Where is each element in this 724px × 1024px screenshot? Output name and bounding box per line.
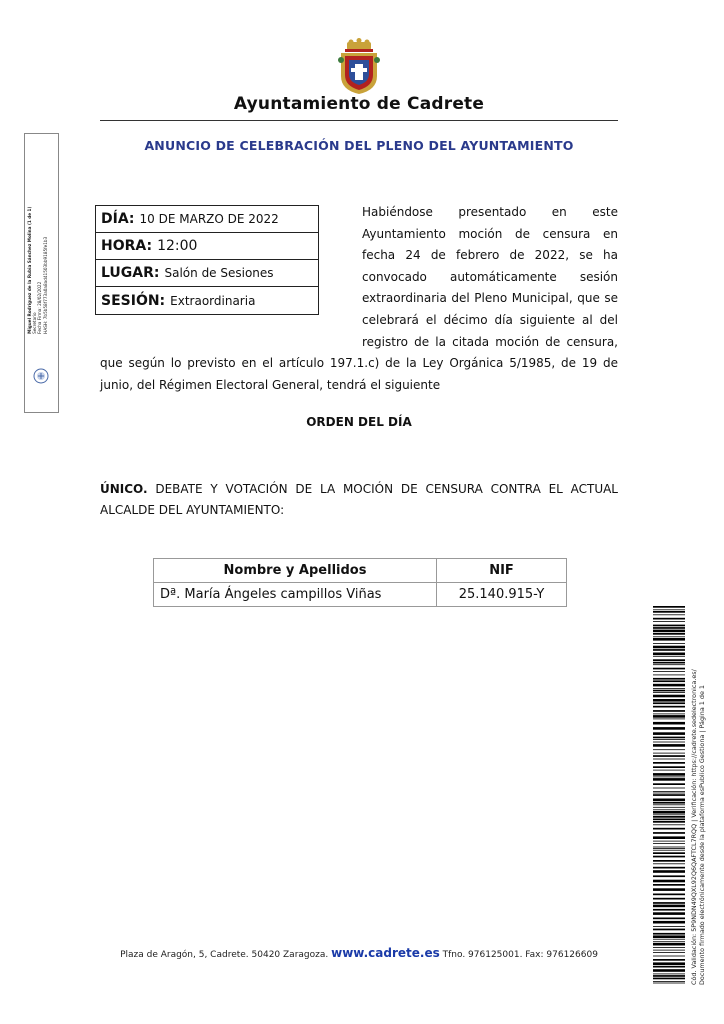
barcode-bar bbox=[653, 739, 685, 740]
barcode-bar bbox=[653, 732, 685, 735]
agenda-item-text: DEBATE Y VOTACIÓN DE LA MOCIÓN DE CENSURA CONTRA EL ACTUAL ALCALDE DEL AYUNTAMIENTO: bbox=[100, 482, 618, 517]
barcode-bar bbox=[653, 646, 685, 649]
barcode-bar bbox=[653, 656, 685, 657]
barcode-bar bbox=[653, 926, 685, 927]
barcode-bar bbox=[653, 933, 685, 935]
lugar-label: LUGAR: bbox=[101, 265, 160, 281]
barcode-bar bbox=[653, 621, 685, 622]
footer-address: Plaza de Aragón, 5, Cadrete. 50420 Zaragoza. bbox=[120, 950, 329, 960]
barcode-bar bbox=[653, 777, 685, 778]
signer-name: Miguel Rodríguez de la Rubia Sánchez Molina (1 de 1) bbox=[27, 206, 32, 334]
barcode-bar bbox=[653, 848, 685, 849]
barcode-bar bbox=[653, 950, 685, 951]
barcode-bar bbox=[653, 850, 685, 851]
lugar-value: Salón de Sesiones bbox=[164, 266, 274, 280]
barcode-bar bbox=[653, 870, 685, 873]
hora-value: 12:00 bbox=[157, 238, 198, 254]
barcode-bar bbox=[653, 688, 685, 689]
barcode-bar bbox=[653, 675, 685, 676]
barcode-bar bbox=[653, 737, 685, 739]
signature-text bbox=[27, 144, 48, 334]
barcode-bar bbox=[653, 804, 685, 805]
barcode-bar bbox=[653, 847, 685, 848]
hora-label: HORA: bbox=[101, 238, 153, 254]
barcode-bar bbox=[653, 966, 685, 968]
page-title: Ayuntamiento de Cadrete bbox=[233, 94, 485, 114]
verification-line-1: Cód. Validación: 5P9NDN49QXL92Q6QAFTCL7RQQ | Verificación: https://cadrete.sedelectronica.es/ bbox=[690, 669, 698, 985]
electronic-seal-icon bbox=[33, 368, 49, 384]
barcode-bar bbox=[653, 821, 685, 823]
agenda-heading: ORDEN DEL DÍA bbox=[306, 415, 412, 429]
table-spacer bbox=[100, 202, 362, 342]
barcode-bar bbox=[653, 770, 685, 771]
barcode-bar bbox=[653, 975, 685, 977]
candidate-nif: 25.140.915-Y bbox=[437, 583, 567, 607]
barcode-bar bbox=[653, 983, 685, 984]
barcode-bar bbox=[653, 918, 685, 920]
barcode-bar bbox=[653, 627, 685, 629]
barcode-bar bbox=[653, 678, 685, 680]
barcode-bar bbox=[653, 773, 685, 776]
signature-panel bbox=[24, 133, 59, 413]
barcode-bar bbox=[653, 625, 685, 627]
barcode-bar bbox=[653, 836, 685, 839]
barcode-bar bbox=[653, 952, 685, 953]
document-title: ANUNCIO DE CELEBRACIÓN DEL PLENO DEL AYUNTAMIENTO bbox=[144, 138, 574, 153]
barcode-bar bbox=[653, 618, 685, 620]
barcode-bar bbox=[653, 611, 685, 613]
barcode-bar bbox=[653, 788, 685, 789]
barcode-bar bbox=[653, 941, 685, 942]
barcode-bar bbox=[653, 843, 685, 844]
announcement-body bbox=[100, 202, 618, 396]
barcode-bar bbox=[653, 905, 685, 908]
barcode-bar bbox=[653, 680, 685, 682]
barcode-bar bbox=[653, 649, 685, 651]
footer-website-link[interactable]: www.cadrete.es bbox=[331, 946, 440, 960]
barcode-bar bbox=[653, 702, 685, 704]
sesion-value: Extraordinaria bbox=[170, 293, 256, 308]
dia-label: DÍA: bbox=[101, 211, 135, 227]
barcode-bar bbox=[653, 832, 685, 834]
barcode-bar bbox=[653, 690, 685, 692]
barcode-bar bbox=[653, 981, 685, 982]
barcode-bar bbox=[653, 633, 685, 635]
barcode-bar bbox=[653, 811, 685, 814]
table-header-row bbox=[154, 559, 567, 583]
barcode-bar bbox=[653, 684, 685, 687]
barcode-bar bbox=[653, 671, 685, 672]
verification-barcode bbox=[653, 606, 685, 986]
barcode-bar bbox=[653, 888, 685, 891]
barcode-bar bbox=[653, 714, 685, 715]
candidate-name: Dª. María Ángeles campillos Viñas bbox=[154, 583, 437, 607]
barcode-bar bbox=[653, 909, 685, 911]
barcode-bar bbox=[653, 692, 685, 693]
verification-line-2: Documento firmado electrónicamente desde la plataforma esPublico Gestiona | Página 1 de 1 bbox=[698, 685, 706, 985]
barcode-bar bbox=[653, 762, 685, 764]
verification-text bbox=[690, 669, 706, 985]
barcode-bar bbox=[653, 860, 685, 862]
barcode-bar bbox=[653, 710, 685, 712]
barcode-bar bbox=[653, 880, 685, 883]
barcode-bar bbox=[653, 749, 685, 750]
barcode-bar bbox=[653, 727, 685, 730]
barcode-bar bbox=[653, 814, 685, 815]
barcode-bar bbox=[653, 722, 685, 725]
table-row bbox=[154, 583, 567, 607]
barcode-bar bbox=[653, 935, 685, 938]
barcode-bar bbox=[653, 828, 685, 830]
barcode-bar bbox=[653, 809, 685, 810]
barcode-bar bbox=[653, 699, 685, 702]
barcode-bar bbox=[653, 755, 685, 757]
barcode-bar bbox=[653, 630, 685, 633]
column-header-name: Nombre y Apellidos bbox=[154, 559, 437, 583]
barcode-bar bbox=[653, 943, 685, 946]
barcode-bar bbox=[653, 638, 685, 641]
barcode-bar bbox=[653, 898, 685, 900]
barcode-bar bbox=[653, 753, 685, 754]
barcode-bar bbox=[653, 962, 685, 965]
barcode-bar bbox=[653, 824, 685, 825]
barcode-bar bbox=[653, 794, 685, 796]
barcode-bar bbox=[653, 929, 685, 931]
barcode-bar bbox=[653, 742, 685, 743]
barcode-bar bbox=[653, 609, 685, 610]
announcement-paragraph: Habiéndose presentado en este Ayuntamiento moción de censura en fecha 24 de febrero de 2022, se ha convocado automáticamente sesión extraordinaria del Pleno Municipal, que se celebrará el décimo día siguiente al del registro de la citada moción de censura, que según lo previsto en el artículo 197.1.c) de la Ley Orgánica 5/1985, de 19 de junio, del Régimen Electoral General, tendrá el siguiente bbox=[100, 205, 618, 392]
barcode-bar bbox=[653, 856, 685, 858]
barcode-bar bbox=[653, 668, 685, 670]
coat-of-arms-icon bbox=[335, 38, 383, 96]
barcode-bar bbox=[653, 715, 685, 718]
barcode-bar bbox=[653, 947, 685, 948]
signature-date: Fecha Firma: 28/02/2022 bbox=[37, 281, 43, 334]
agenda-item-label: ÚNICO. bbox=[100, 482, 148, 496]
barcode-bar bbox=[653, 636, 685, 637]
barcode-bar bbox=[653, 744, 685, 747]
agenda-item bbox=[100, 479, 618, 521]
barcode-bar bbox=[653, 653, 685, 656]
signature-hash: HASH: 7b5b58f773a0a8ad41503bb9185fe1b3 bbox=[42, 236, 48, 334]
barcode-bar bbox=[653, 921, 685, 924]
barcode-bar bbox=[653, 793, 685, 794]
barcode-bar bbox=[653, 791, 685, 792]
page-footer bbox=[100, 946, 618, 960]
barcode-bar bbox=[653, 659, 685, 661]
barcode-bar bbox=[653, 894, 685, 896]
barcode-bar bbox=[653, 902, 685, 904]
barcode-bar bbox=[653, 969, 685, 972]
sesion-label: SESIÓN: bbox=[101, 292, 166, 309]
signer-role: Secretario bbox=[32, 312, 38, 334]
barcode-bar bbox=[653, 974, 685, 975]
dia-value: 10 DE MARZO DE 2022 bbox=[139, 212, 279, 226]
barcode-bar bbox=[653, 959, 685, 961]
candidates-table bbox=[153, 558, 567, 607]
barcode-bar bbox=[653, 863, 685, 864]
barcode-bar bbox=[653, 695, 685, 698]
barcode-bar bbox=[653, 978, 685, 980]
barcode-bar bbox=[653, 664, 685, 665]
barcode-bar bbox=[653, 783, 685, 785]
barcode-bar bbox=[653, 662, 685, 664]
barcode-bar bbox=[653, 912, 685, 915]
barcode-bar bbox=[653, 719, 685, 720]
barcode-bar bbox=[653, 841, 685, 842]
barcode-bar bbox=[653, 867, 685, 869]
barcode-bar bbox=[653, 614, 685, 615]
barcode-bar bbox=[653, 884, 685, 886]
barcode-bar bbox=[653, 778, 685, 781]
barcode-bar bbox=[653, 875, 685, 877]
barcode-bar bbox=[653, 766, 685, 768]
barcode-bar bbox=[653, 939, 685, 940]
barcode-bar bbox=[653, 807, 685, 808]
header-divider bbox=[100, 120, 618, 121]
barcode-bar bbox=[653, 759, 685, 760]
barcode-bar bbox=[653, 816, 685, 818]
barcode-bar bbox=[653, 706, 685, 708]
barcode-bar bbox=[653, 799, 685, 802]
barcode-bar bbox=[653, 606, 685, 608]
column-header-nif: NIF bbox=[437, 559, 567, 583]
footer-phones: Tfno. 976125001. Fax: 976126609 bbox=[442, 950, 598, 960]
barcode-bar bbox=[653, 852, 685, 854]
barcode-bar bbox=[653, 643, 685, 644]
barcode-bar bbox=[653, 802, 685, 804]
barcode-bar bbox=[653, 819, 685, 821]
barcode-bar bbox=[653, 956, 685, 957]
